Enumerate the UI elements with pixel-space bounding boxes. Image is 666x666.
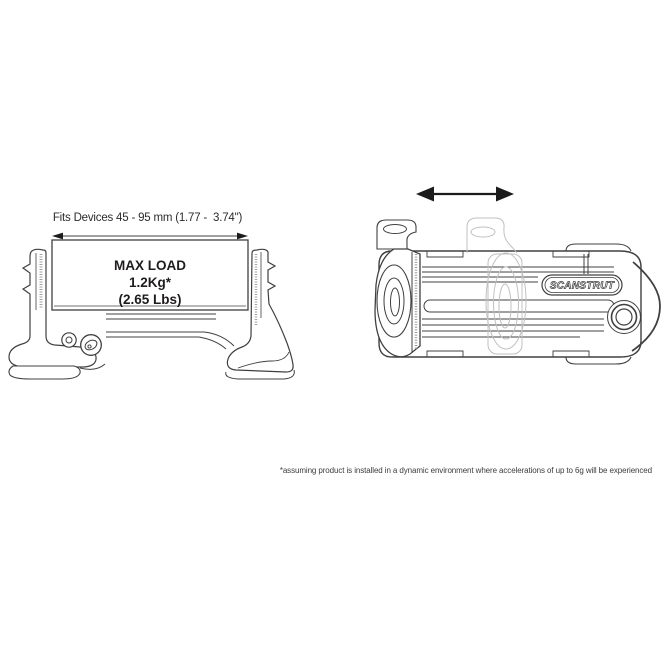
rear-view-drawing: [370, 170, 666, 370]
slide-arrow-icon: [416, 187, 514, 202]
dimension-label: Fits Devices 45 - 95 mm (1.77 - 3.74"): [52, 212, 243, 224]
footnote: *assuming product is installed in a dynamic environment where accelerations of up to 6g will be experienced: [279, 466, 652, 475]
slide-rail: [106, 314, 234, 349]
max-load-title: MAX LOAD: [114, 258, 186, 273]
left-base-foot: [9, 366, 80, 379]
dimension-arrow-icon: [52, 233, 248, 240]
max-load-kg: 1.2Kg*: [128, 275, 172, 290]
max-load-label: [70, 257, 230, 308]
brand-label: SCANSTRUT: [549, 280, 615, 292]
brand-badge: [542, 275, 622, 295]
left-clamp-arm-rear: [375, 220, 420, 357]
max-load-lbs: (2.65 Lbs): [118, 292, 182, 307]
